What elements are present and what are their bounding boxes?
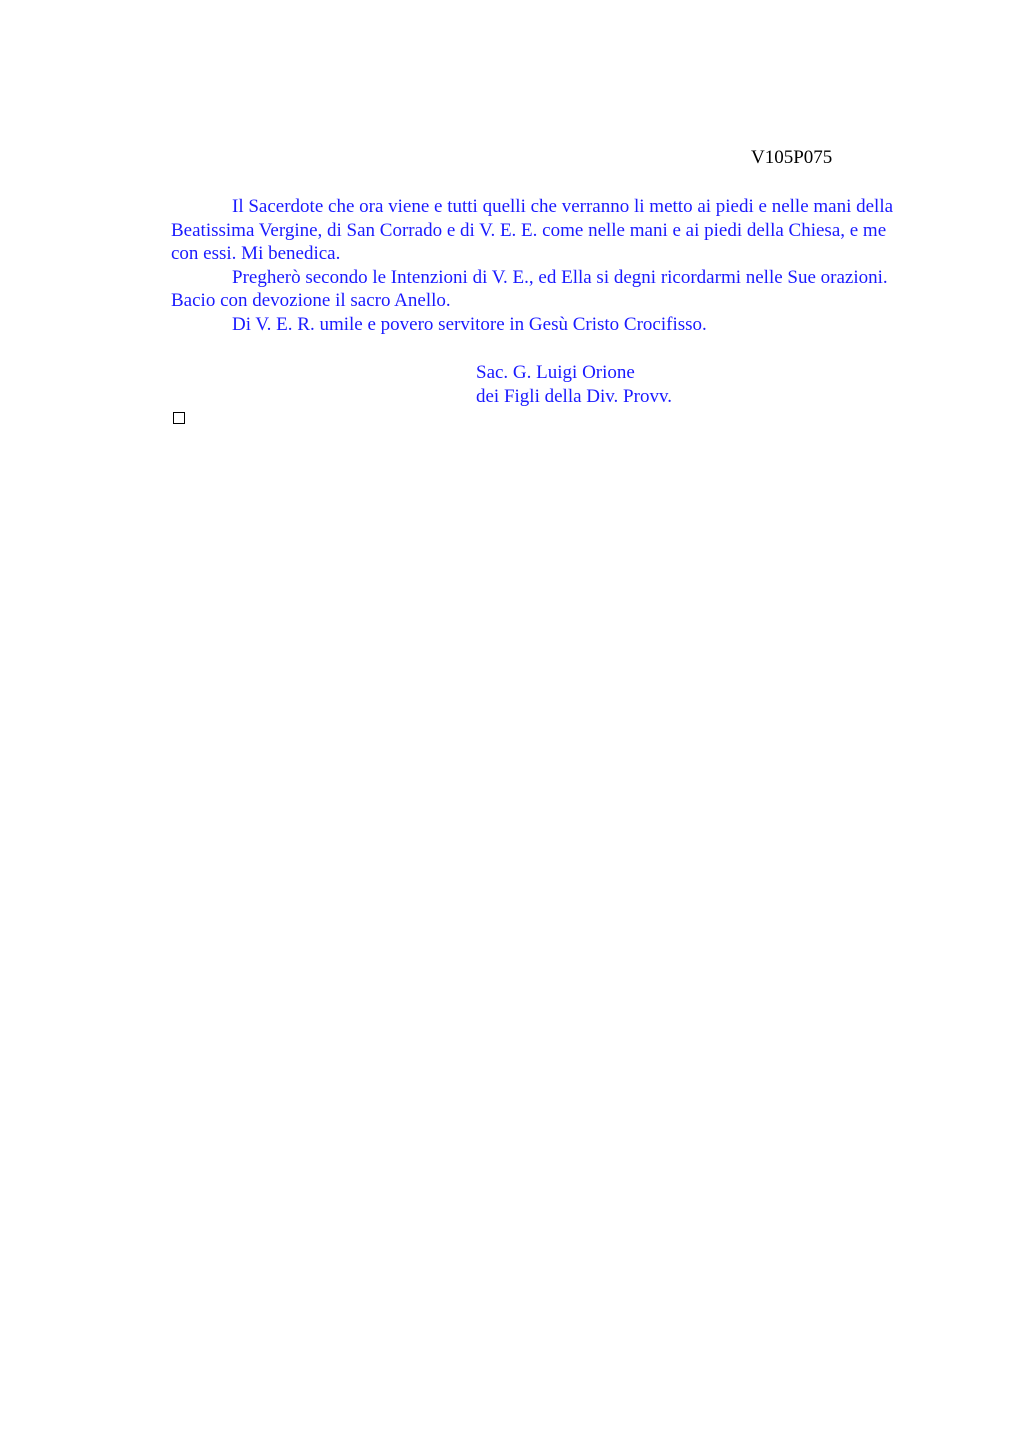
page-reference: V105P075	[751, 147, 833, 168]
signature-block	[476, 361, 672, 409]
paragraph-2: Pregherò secondo le Intenzioni di V. E., ed Ella si degni ricordarmi nelle Sue orazioni. Bacio con devozione il sacro Anello.	[171, 266, 888, 312]
paragraph-1: Il Sacerdote che ora viene e tutti quelli che verranno li metto ai piedi e nelle mani della Beatissima Vergine, di San Corrado e di V. E. E. come nelle mani e ai piedi della Chiesa, e me con essi. Mi benedica.	[171, 196, 894, 265]
signature-title: dei Figli della Div. Provv.	[476, 386, 672, 407]
signature-name: Sac. G. Luigi Orione	[476, 362, 635, 383]
paragraph-3: Di V. E. R. umile e povero servitore in Gesù Cristo Crocifisso.	[232, 313, 707, 335]
letter-body	[171, 195, 913, 337]
empty-square-icon	[173, 412, 185, 424]
